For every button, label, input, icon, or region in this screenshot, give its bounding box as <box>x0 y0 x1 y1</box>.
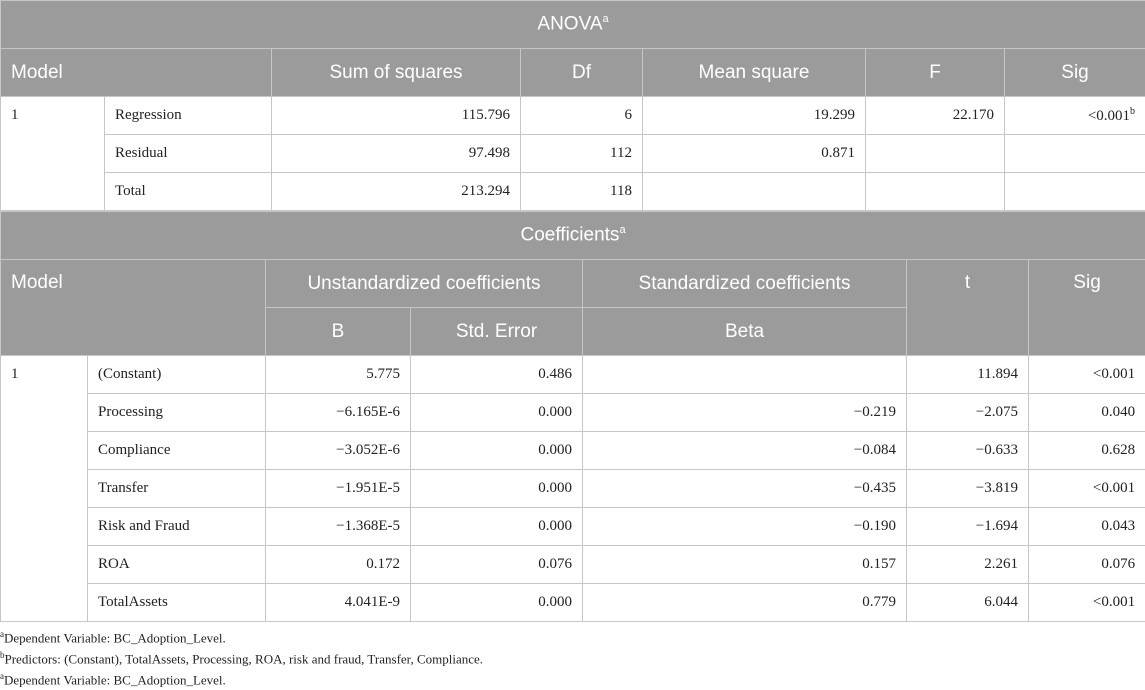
cell-b: 0.172 <box>266 546 411 584</box>
cell-std-error: 0.000 <box>411 432 583 470</box>
table-footnotes <box>0 624 1145 687</box>
table-row <box>1 135 1145 173</box>
anova-header-sig: Sig <box>1005 49 1145 97</box>
coef-header-unstandardized: Unstandardized coefficients <box>266 260 583 308</box>
coefficients-table <box>0 211 1145 622</box>
table-row <box>1 356 1145 394</box>
row-label: TotalAssets <box>88 584 266 622</box>
table-row <box>1 584 1145 622</box>
coef-header-sig: Sig <box>1029 260 1145 356</box>
cell-b: −3.052E-6 <box>266 432 411 470</box>
table-row <box>1 470 1145 508</box>
cell-sig: <0.001$^b$ <box>1005 97 1145 135</box>
table-row <box>1 432 1145 470</box>
table-row <box>1 546 1145 584</box>
cell-b: 4.041E-9 <box>266 584 411 622</box>
table-row <box>1 97 1145 135</box>
footnote: $^a$Dependent Variable: BC_Adoption_Level. <box>0 666 1145 687</box>
cell-df: 112 <box>521 135 643 173</box>
coef-model-number: 1 <box>1 356 88 622</box>
footnote: $^a$Dependent Variable: BC_Adoption_Level. <box>0 624 1145 645</box>
cell-b: −6.165E-6 <box>266 394 411 432</box>
anova-header-df: Df <box>521 49 643 97</box>
cell-t: −2.075 <box>907 394 1029 432</box>
cell-beta <box>583 356 907 394</box>
cell-std-error: 0.000 <box>411 584 583 622</box>
anova-header-model: Model <box>1 49 272 97</box>
row-label: (Constant) <box>88 356 266 394</box>
cell-sig <box>1005 173 1145 211</box>
cell-sig: 0.040 <box>1029 394 1145 432</box>
cell-std-error: 0.000 <box>411 470 583 508</box>
cell-f: 22.170 <box>866 97 1005 135</box>
cell-sig: <0.001 <box>1029 470 1145 508</box>
anova-table <box>0 0 1145 211</box>
anova-model-number: 1 <box>1 97 105 211</box>
cell-beta: −0.084 <box>583 432 907 470</box>
cell-df: 118 <box>521 173 643 211</box>
cell-sum-of-squares: 115.796 <box>272 97 521 135</box>
coef-header-standardized: Standardized coefficients <box>583 260 907 308</box>
footnote: $^b$Predictors: (Constant), TotalAssets, Processing, ROA, risk and fraud, Transfer, Compliance. <box>0 645 1145 666</box>
coef-header-std-error: Std. Error <box>411 308 583 356</box>
row-label: Risk and Fraud <box>88 508 266 546</box>
cell-t: −0.633 <box>907 432 1029 470</box>
cell-t: 6.044 <box>907 584 1029 622</box>
cell-f <box>866 173 1005 211</box>
table-row <box>1 508 1145 546</box>
cell-beta: 0.779 <box>583 584 907 622</box>
cell-std-error: 0.486 <box>411 356 583 394</box>
coef-header-model: Model <box>1 260 266 356</box>
cell-sig: 0.043 <box>1029 508 1145 546</box>
cell-sum-of-squares: 97.498 <box>272 135 521 173</box>
cell-b: −1.951E-5 <box>266 470 411 508</box>
cell-beta: 0.157 <box>583 546 907 584</box>
table-row <box>1 173 1145 211</box>
cell-t: 11.894 <box>907 356 1029 394</box>
row-label: Compliance <box>88 432 266 470</box>
anova-header-f: F <box>866 49 1005 97</box>
cell-mean-square <box>643 173 866 211</box>
row-label: Transfer <box>88 470 266 508</box>
cell-f <box>866 135 1005 173</box>
table-row <box>1 394 1145 432</box>
anova-title: ANOVA$^a$ <box>1 1 1145 49</box>
cell-beta: −0.219 <box>583 394 907 432</box>
cell-b: 5.775 <box>266 356 411 394</box>
anova-header-mean-square: Mean square <box>643 49 866 97</box>
cell-b: −1.368E-5 <box>266 508 411 546</box>
coef-header-beta: Beta <box>583 308 907 356</box>
row-label: Processing <box>88 394 266 432</box>
cell-t: −1.694 <box>907 508 1029 546</box>
cell-beta: −0.190 <box>583 508 907 546</box>
cell-mean-square: 0.871 <box>643 135 866 173</box>
cell-sig: <0.001 <box>1029 584 1145 622</box>
row-label: Total <box>105 173 272 211</box>
cell-std-error: 0.000 <box>411 508 583 546</box>
cell-sig: <0.001 <box>1029 356 1145 394</box>
row-label: Residual <box>105 135 272 173</box>
cell-sig: 0.628 <box>1029 432 1145 470</box>
cell-sig: 0.076 <box>1029 546 1145 584</box>
cell-beta: −0.435 <box>583 470 907 508</box>
cell-std-error: 0.000 <box>411 394 583 432</box>
cell-t: −3.819 <box>907 470 1029 508</box>
cell-sum-of-squares: 213.294 <box>272 173 521 211</box>
coef-header-b: B <box>266 308 411 356</box>
cell-df: 6 <box>521 97 643 135</box>
cell-std-error: 0.076 <box>411 546 583 584</box>
cell-mean-square: 19.299 <box>643 97 866 135</box>
coef-header-t: t <box>907 260 1029 356</box>
coefficients-title: Coefficients$^a$ <box>1 212 1145 260</box>
cell-sig <box>1005 135 1145 173</box>
anova-header-sum-of-squares: Sum of squares <box>272 49 521 97</box>
row-label: ROA <box>88 546 266 584</box>
row-label: Regression <box>105 97 272 135</box>
cell-t: 2.261 <box>907 546 1029 584</box>
